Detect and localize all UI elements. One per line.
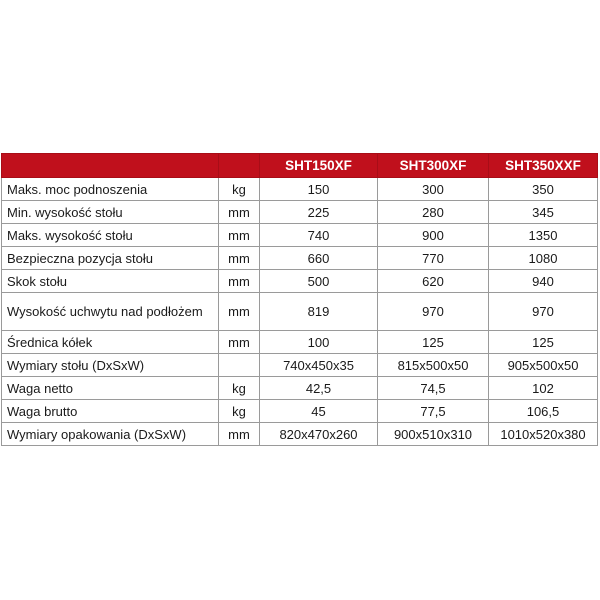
row-value: 42,5 [260, 377, 378, 400]
table-header [2, 154, 598, 178]
table-row [2, 293, 598, 331]
row-value: 660 [260, 247, 378, 270]
row-label: Średnica kółek [2, 331, 219, 354]
row-label: Wymiary opakowania (DxSxW) [2, 423, 219, 446]
table-row [2, 270, 598, 293]
row-value: 815x500x50 [378, 354, 489, 377]
row-value: 500 [260, 270, 378, 293]
row-value: 74,5 [378, 377, 489, 400]
row-value: 345 [489, 201, 598, 224]
row-unit: mm [219, 331, 260, 354]
row-value: 100 [260, 331, 378, 354]
table-row [2, 423, 598, 446]
table-row [2, 331, 598, 354]
row-value: 1080 [489, 247, 598, 270]
row-unit: kg [219, 377, 260, 400]
row-value: 905x500x50 [489, 354, 598, 377]
row-value: 820x470x260 [260, 423, 378, 446]
row-value: 225 [260, 201, 378, 224]
row-value: 150 [260, 178, 378, 201]
row-unit [219, 354, 260, 377]
row-label: Wymiary stołu (DxSxW) [2, 354, 219, 377]
row-unit: mm [219, 224, 260, 247]
row-label: Wysokość uchwytu nad podłożem [2, 293, 219, 331]
row-unit: mm [219, 270, 260, 293]
header-model-sht150xf: SHT150XF [260, 154, 378, 178]
row-label: Waga netto [2, 377, 219, 400]
row-value: 125 [378, 331, 489, 354]
row-value: 900 [378, 224, 489, 247]
row-label: Maks. moc podnoszenia [2, 178, 219, 201]
row-value: 770 [378, 247, 489, 270]
row-label: Skok stołu [2, 270, 219, 293]
row-value: 77,5 [378, 400, 489, 423]
row-unit: mm [219, 201, 260, 224]
row-label: Maks. wysokość stołu [2, 224, 219, 247]
row-value: 1350 [489, 224, 598, 247]
row-value: 1010x520x380 [489, 423, 598, 446]
row-label: Bezpieczna pozycja stołu [2, 247, 219, 270]
row-value: 620 [378, 270, 489, 293]
table-row [2, 224, 598, 247]
row-label: Min. wysokość stołu [2, 201, 219, 224]
row-unit: kg [219, 178, 260, 201]
row-value: 300 [378, 178, 489, 201]
header-blank-name [2, 154, 219, 178]
row-value: 102 [489, 377, 598, 400]
row-unit: mm [219, 247, 260, 270]
header-row [2, 154, 598, 178]
row-unit: mm [219, 293, 260, 331]
table-row [2, 178, 598, 201]
row-value: 280 [378, 201, 489, 224]
table-row [2, 201, 598, 224]
row-value: 740x450x35 [260, 354, 378, 377]
row-value: 45 [260, 400, 378, 423]
table-row [2, 247, 598, 270]
row-value: 106,5 [489, 400, 598, 423]
row-value: 970 [489, 293, 598, 331]
header-blank-unit [219, 154, 260, 178]
table-row [2, 377, 598, 400]
row-value: 125 [489, 331, 598, 354]
row-label: Waga brutto [2, 400, 219, 423]
table-row [2, 354, 598, 377]
row-value: 900x510x310 [378, 423, 489, 446]
row-value: 940 [489, 270, 598, 293]
table-body [2, 178, 598, 446]
row-unit: kg [219, 400, 260, 423]
header-model-sht300xf: SHT300XF [378, 154, 489, 178]
row-value: 819 [260, 293, 378, 331]
header-model-sht350xxf: SHT350XXF [489, 154, 598, 178]
row-value: 740 [260, 224, 378, 247]
spec-table [1, 153, 598, 446]
row-value: 350 [489, 178, 598, 201]
table-row [2, 400, 598, 423]
row-value: 970 [378, 293, 489, 331]
row-unit: mm [219, 423, 260, 446]
